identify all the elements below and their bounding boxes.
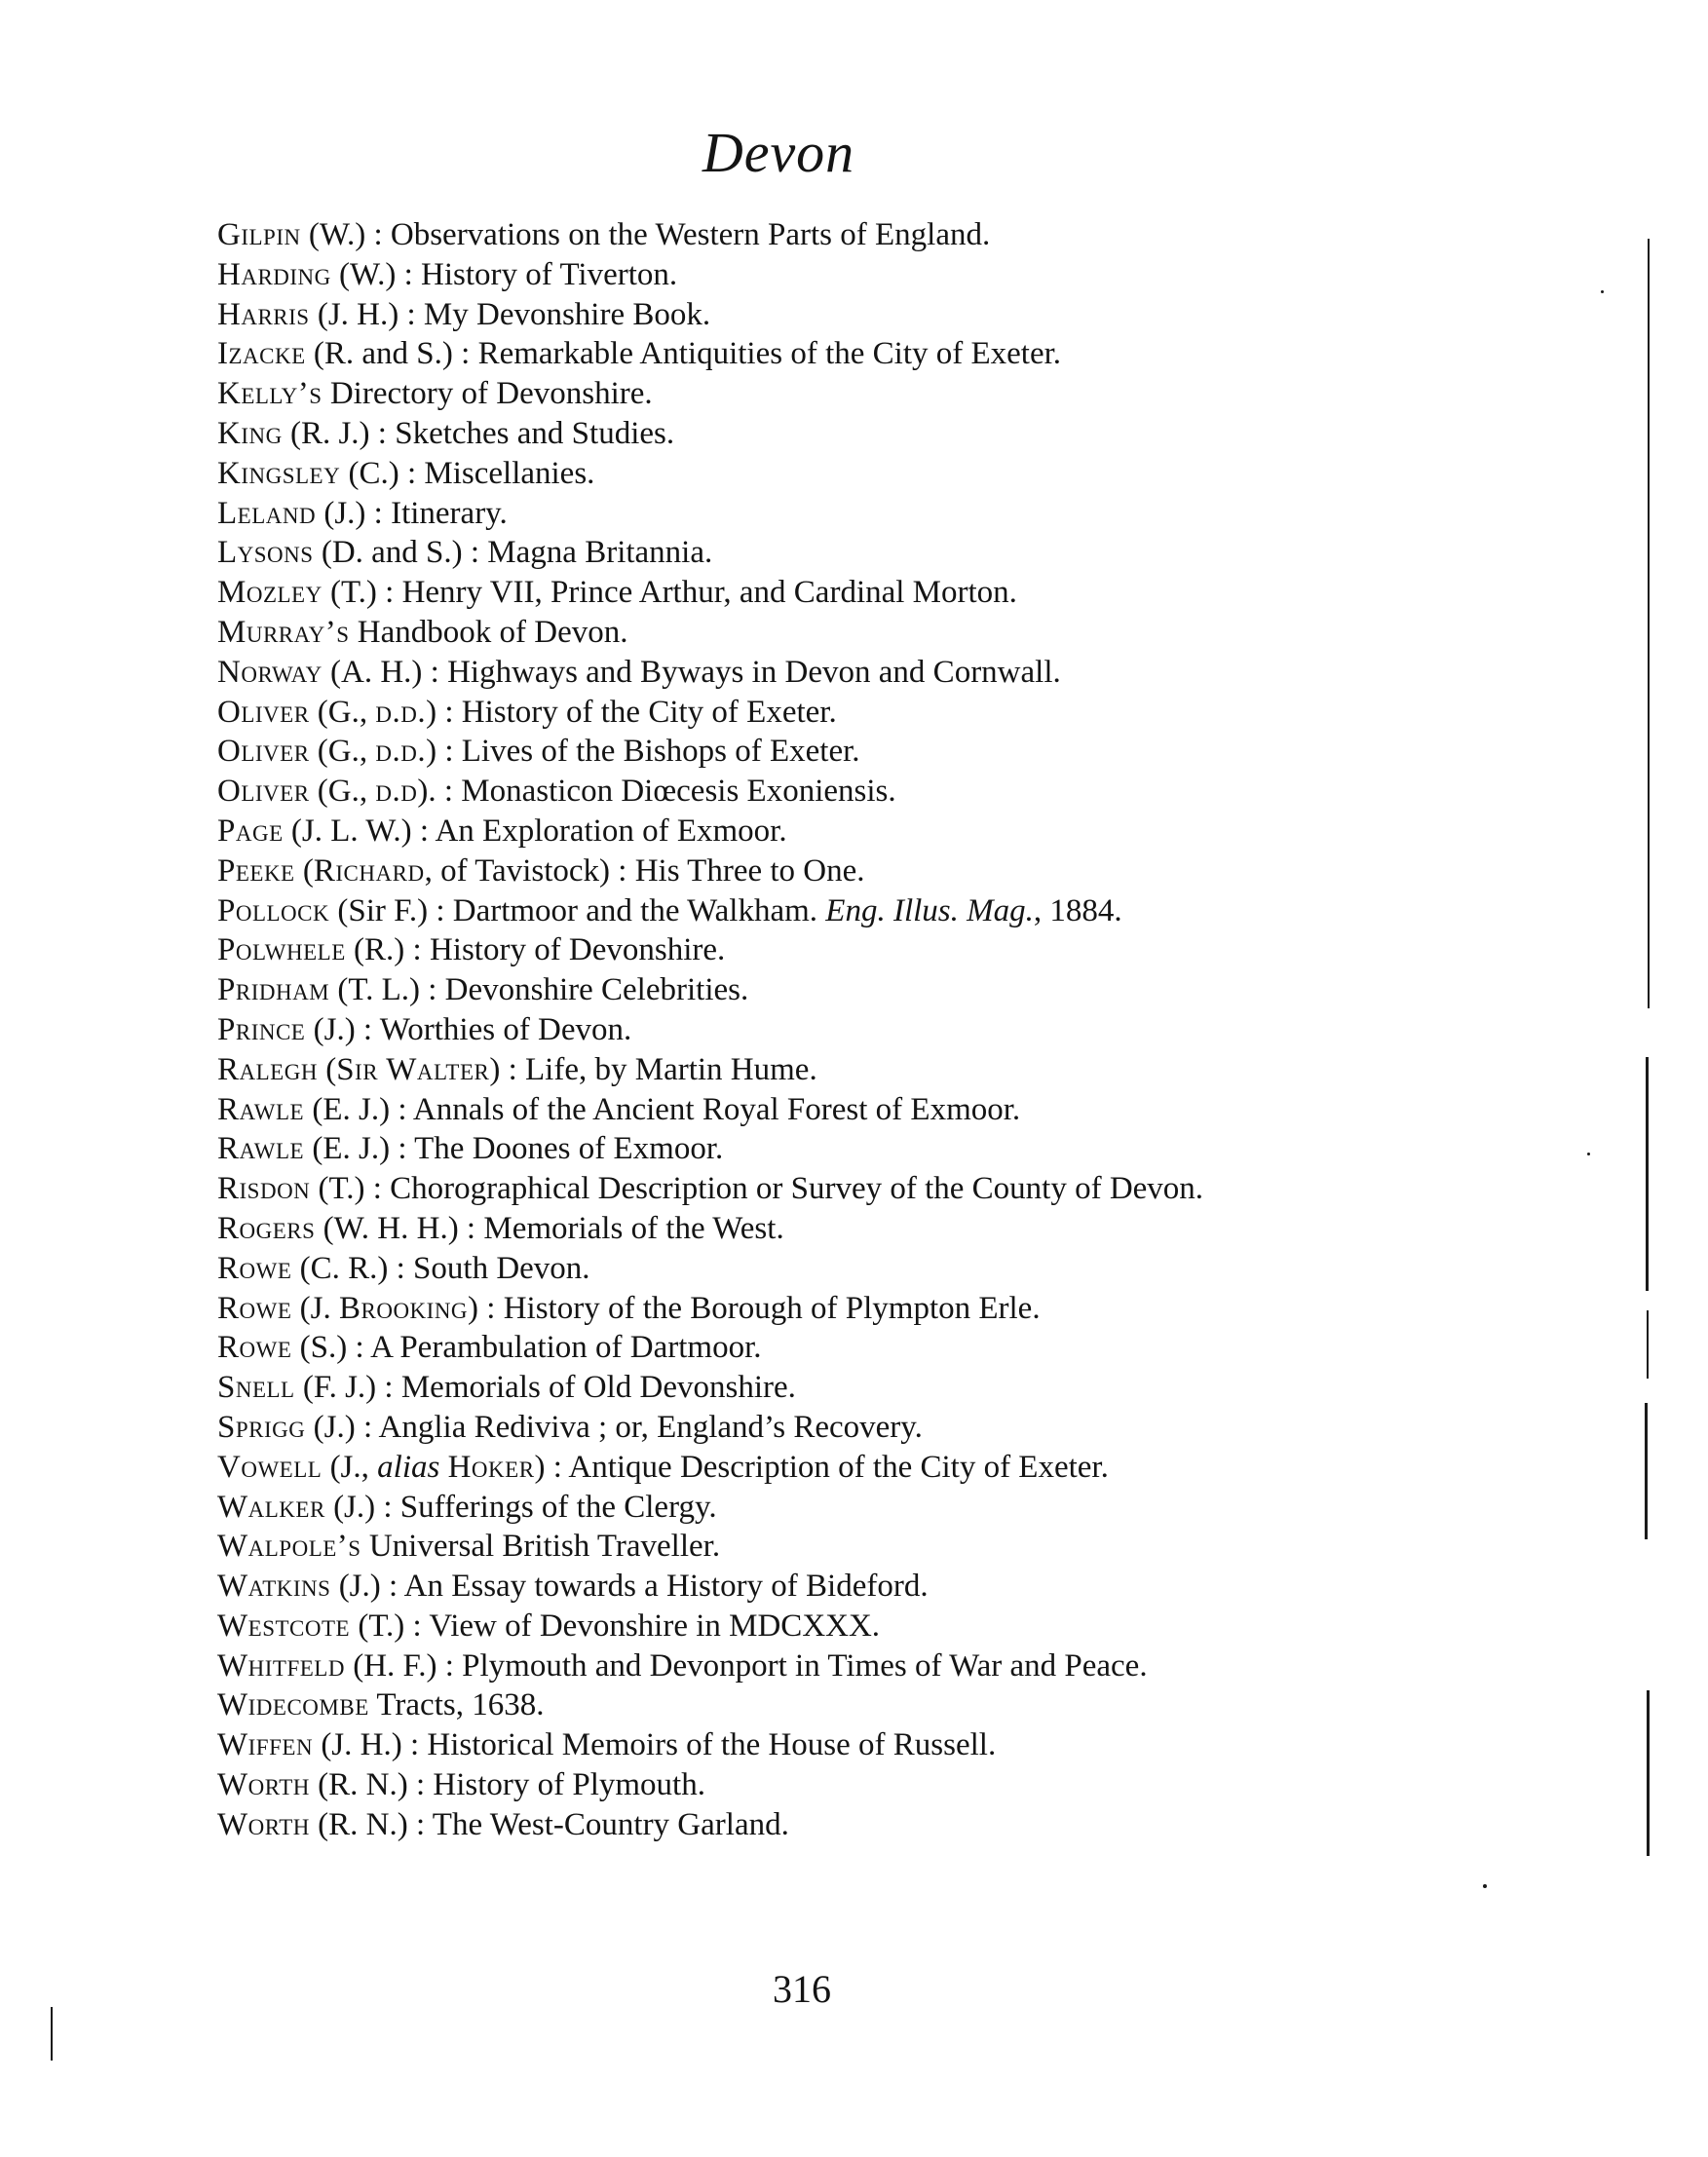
entry-text: Directory of Devonshire. xyxy=(322,376,653,412)
entry-author: Widecombe xyxy=(217,1687,369,1723)
entry-author: Rogers xyxy=(217,1210,316,1246)
bibliography-entry xyxy=(217,1408,1425,1448)
bibliography-entry xyxy=(217,1725,1425,1765)
bibliography-entry xyxy=(217,1010,1425,1050)
bibliography-entry xyxy=(217,653,1425,693)
entry-author: Risdon xyxy=(217,1171,311,1207)
entry-author: Worth xyxy=(217,1767,310,1803)
entry-author: Page xyxy=(217,813,284,849)
entry-text: , of Tavistock) : His Three to One. xyxy=(424,852,865,889)
entry-text: , 1884. xyxy=(1033,892,1122,928)
bibliography-entry xyxy=(217,573,1425,613)
bibliography-entry xyxy=(217,334,1425,374)
entry-text: (Sir F.) : Dartmoor and the Walkham. xyxy=(329,892,826,928)
entry-smallcaps: Sir Walter xyxy=(336,1051,490,1087)
bibliography-entry xyxy=(217,533,1425,573)
entry-text: (R. N.) : The West-Country Garland. xyxy=(309,1806,789,1842)
entry-text: (J.) : Worthies of Devon. xyxy=(305,1011,632,1047)
entry-text: (R. N.) : History of Plymouth. xyxy=(309,1767,705,1803)
bibliography-entry xyxy=(217,1169,1425,1209)
entry-author: Pridham xyxy=(217,972,330,1008)
entry-text: (W.) : History of Tiverton. xyxy=(330,256,678,292)
entry-text: Universal British Traveller. xyxy=(361,1529,721,1565)
entry-text: (C.) : Miscellanies. xyxy=(340,455,595,491)
entry-text: (J. xyxy=(291,1290,339,1326)
entry-smallcaps: d.d. xyxy=(375,694,427,730)
bibliography-entry xyxy=(217,1090,1425,1130)
entry-text: (A. H.) : Highways and Byways in Devon and Cornwall. xyxy=(322,654,1061,690)
bibliography-entry xyxy=(217,693,1425,733)
entry-author: Pollock xyxy=(217,892,330,928)
entry-text: (C. R.) : South Devon. xyxy=(291,1250,590,1286)
entry-author: Gilpin xyxy=(217,217,301,252)
entry-text: ). : Monasticon Diœcesis Exoniensis. xyxy=(417,774,896,810)
bibliography-entry xyxy=(217,970,1425,1010)
bibliography-entry xyxy=(217,613,1425,653)
entry-author: Walker xyxy=(217,1489,325,1525)
bibliography-entry xyxy=(217,1765,1425,1805)
entry-text: (R.) : History of Devonshire. xyxy=(345,932,726,968)
entry-author: Watkins xyxy=(217,1569,331,1605)
entry-text: ( xyxy=(294,852,314,889)
bibliography-entry xyxy=(217,494,1425,534)
entry-author: Walpole’s xyxy=(217,1529,361,1565)
entry-author: Ralegh xyxy=(217,1051,318,1087)
bibliography-entry xyxy=(217,1527,1425,1567)
margin-mark xyxy=(1645,1403,1648,1539)
entry-text: (J. H.) : My Devonshire Book. xyxy=(309,296,711,332)
bibliography-entry xyxy=(217,930,1425,970)
entry-text: (D. and S.) : Magna Britannia. xyxy=(313,535,713,571)
entry-author: Murray’s xyxy=(217,614,350,650)
entry-smallcaps: d.d xyxy=(375,774,418,810)
bibliography-entry xyxy=(217,1805,1425,1845)
entry-text: ) : History of the Borough of Plympton Erle. xyxy=(468,1290,1041,1326)
entry-text: (E. J.) : Annals of the Ancient Royal Forest of Exmoor. xyxy=(304,1091,1021,1127)
entry-text: (J., xyxy=(322,1449,378,1485)
bibliography-entry xyxy=(217,1368,1425,1408)
bibliography-entry xyxy=(217,772,1425,812)
entry-smallcaps: Hoker xyxy=(447,1449,535,1485)
entry-text: (J.) : Itinerary. xyxy=(316,495,508,531)
entry-smallcaps: Richard xyxy=(313,852,425,889)
entry-text: ) : History of the City of Exeter. xyxy=(426,694,837,730)
entry-text: (F. J.) : Memorials of Old Devonshire. xyxy=(294,1370,796,1406)
entry-text: Handbook of Devon. xyxy=(349,614,628,650)
entry-author: Izacke xyxy=(217,336,306,372)
entry-author: Worth xyxy=(217,1806,310,1842)
bibliography-entry xyxy=(217,1249,1425,1289)
bibliography-entry xyxy=(217,215,1425,255)
entry-text: ) : Lives of the Bishops of Exeter. xyxy=(426,734,860,770)
bibliography-entry xyxy=(217,1488,1425,1528)
entry-text: (J. L. W.) : An Exploration of Exmoor. xyxy=(283,813,787,849)
entry-author: King xyxy=(217,415,283,451)
entry-author: Rowe xyxy=(217,1330,292,1366)
bibliography-entry xyxy=(217,1289,1425,1329)
entry-text: Tracts, 1638. xyxy=(368,1687,545,1723)
entry-author: Wiffen xyxy=(217,1727,314,1763)
entry-text: ) : Life, by Martin Hume. xyxy=(489,1051,817,1087)
margin-mark xyxy=(1647,1690,1650,1856)
entry-italic: Eng. Illus. Mag. xyxy=(825,892,1034,928)
bibliography-entry xyxy=(217,1685,1425,1725)
entry-text: (R. J.) : Sketches and Studies. xyxy=(282,415,675,451)
bibliography-entry xyxy=(217,1209,1425,1249)
entry-author: Norway xyxy=(217,654,323,690)
entry-text: (W. H. H.) : Memorials of the West. xyxy=(315,1210,784,1246)
bibliography-entry xyxy=(217,1448,1425,1488)
entry-author: Peeke xyxy=(217,852,295,889)
entry-text: (G., xyxy=(309,734,376,770)
bibliography-entry xyxy=(217,295,1425,335)
bibliography-entry xyxy=(217,1567,1425,1607)
bibliography-entry xyxy=(217,414,1425,454)
bibliography-entry xyxy=(217,374,1425,414)
entry-text: (G., xyxy=(309,774,376,810)
bibliography-entry xyxy=(217,1607,1425,1646)
entry-author: Rawle xyxy=(217,1091,305,1127)
entry-text: (W.) : Observations on the Western Parts of England. xyxy=(300,217,991,252)
entry-author: Harding xyxy=(217,256,331,292)
entry-smallcaps: d.d. xyxy=(375,734,427,770)
bibliography-entry xyxy=(217,732,1425,772)
margin-mark xyxy=(1648,239,1650,1008)
entry-text: (J.) : Anglia Rediviva ; or, England’s Recovery. xyxy=(305,1409,923,1445)
page-number: 316 xyxy=(773,1967,831,2011)
entry-smallcaps: Brooking xyxy=(338,1290,469,1326)
entry-author: Sprigg xyxy=(217,1409,306,1445)
margin-mark xyxy=(1646,1057,1649,1291)
entry-author: Rowe xyxy=(217,1250,292,1286)
entry-author: Harris xyxy=(217,296,310,332)
entry-text: (R. and S.) : Remarkable Antiquities of the City of Exeter. xyxy=(305,336,1062,372)
entry-author: Prince xyxy=(217,1011,306,1047)
entry-author: Kelly’s xyxy=(217,376,323,412)
entry-text: (S.) : A Perambulation of Dartmoor. xyxy=(291,1330,762,1366)
margin-dot xyxy=(1601,290,1604,293)
entry-author: Oliver xyxy=(217,774,310,810)
entry-text: (T.) : Henry VII, Prince Arthur, and Cardinal Morton. xyxy=(322,575,1017,611)
bibliography-entry xyxy=(217,454,1425,494)
entry-text: (J. H.) : Historical Memoirs of the House of Russell. xyxy=(313,1727,997,1763)
entry-author: Westcote xyxy=(217,1608,351,1644)
entry-author: Oliver xyxy=(217,734,310,770)
entry-author: Kingsley xyxy=(217,455,341,491)
margin-dot xyxy=(1587,1153,1590,1155)
entry-author: Whitfeld xyxy=(217,1647,345,1684)
bibliography-list xyxy=(217,215,1425,1845)
entry-author: Lysons xyxy=(217,535,314,571)
entry-italic: alias xyxy=(377,1449,440,1485)
margin-dot xyxy=(1483,1884,1487,1888)
entry-author: Snell xyxy=(217,1370,295,1406)
bibliography-entry xyxy=(217,851,1425,891)
entry-text: (J.) : An Essay towards a History of Bideford. xyxy=(330,1569,929,1605)
entry-text: ( xyxy=(317,1051,337,1087)
margin-mark xyxy=(1647,1310,1649,1379)
entry-text: (E. J.) : The Doones of Exmoor. xyxy=(304,1131,724,1167)
entry-text: (T. L.) : Devonshire Celebrities. xyxy=(329,972,749,1008)
entry-text: (T.) : View of Devonshire in MDCXXX. xyxy=(350,1608,881,1644)
bibliography-entry xyxy=(217,1050,1425,1090)
entry-author: Rawle xyxy=(217,1131,305,1167)
bibliography-entry xyxy=(217,812,1425,851)
entry-author: Polwhele xyxy=(217,932,346,968)
entry-text: (T.) : Chorographical Description or Survey of the County of Devon. xyxy=(310,1171,1204,1207)
entry-text: (H. F.) : Plymouth and Devonport in Times of War and Peace. xyxy=(344,1647,1148,1684)
margin-mark xyxy=(51,2007,53,2061)
entry-text: (J.) : Sufferings of the Clergy. xyxy=(324,1489,717,1525)
entry-author: Rowe xyxy=(217,1290,292,1326)
entry-author: Oliver xyxy=(217,694,310,730)
entry-author: Mozley xyxy=(217,575,323,611)
page-title: Devon xyxy=(702,121,855,184)
bibliography-entry xyxy=(217,1328,1425,1368)
bibliography-entry xyxy=(217,891,1425,931)
entry-author: Vowell xyxy=(217,1449,323,1485)
bibliography-entry xyxy=(217,255,1425,295)
entry-text: ) : Antique Description of the City of Exeter. xyxy=(534,1449,1109,1485)
entry-text xyxy=(439,1450,447,1485)
bibliography-entry xyxy=(217,1129,1425,1169)
bibliography-entry xyxy=(217,1646,1425,1686)
entry-text: (G., xyxy=(309,694,376,730)
entry-author: Leland xyxy=(217,495,317,531)
